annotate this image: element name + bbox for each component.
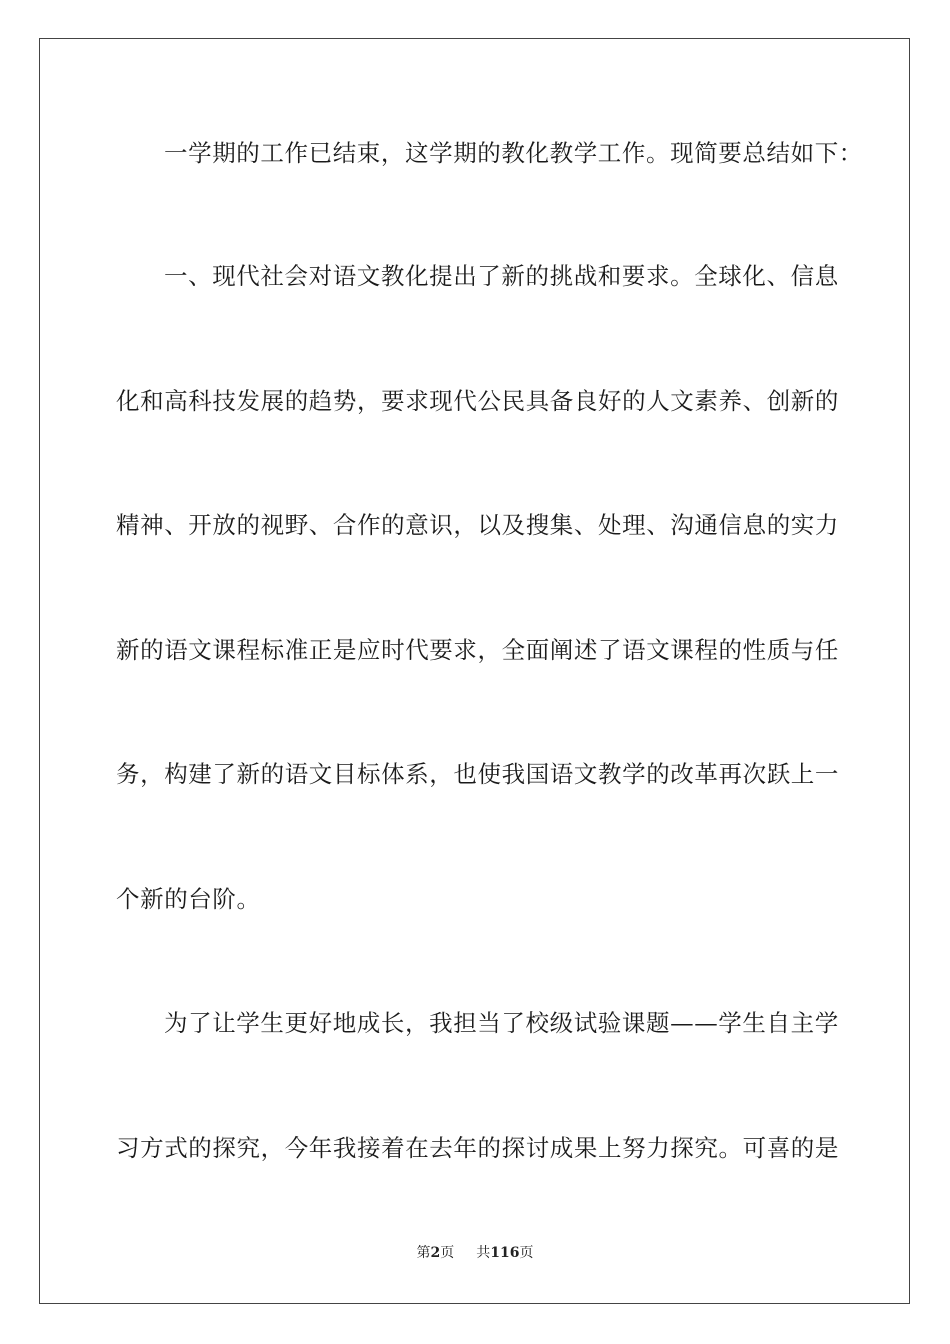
paragraph-line-2: 一、现代社会对语文教化提出了新的挑战和要求。全球化、信息 [164, 262, 839, 290]
page-footer [0, 1243, 950, 1263]
footer-total-pages: 116 [490, 1245, 520, 1261]
paragraph-line-9: 习方式的探究，今年我接着在去年的探讨成果上努力探究。可喜的是 [116, 1134, 839, 1162]
footer-page-suffix: 页 [440, 1245, 455, 1261]
paragraph-line-4: 精神、开放的视野、合作的意识，以及搜集、处理、沟通信息的实力 [116, 511, 839, 539]
footer-total-suffix: 页 [519, 1245, 534, 1261]
footer-page-prefix: 第 [416, 1245, 431, 1261]
paragraph-line-3: 化和高科技发展的趋势，要求现代公民具备良好的人文素养、创新的 [116, 387, 839, 415]
paragraph-line-5: 新的语文课程标准正是应时代要求，全面阐述了语文课程的性质与任 [116, 636, 839, 664]
paragraph-line-6: 务，构建了新的语文目标体系，也使我国语文教学的改革再次跃上一 [116, 760, 839, 788]
paragraph-line-7: 个新的台阶。 [116, 885, 261, 913]
paragraph-line-8: 为了让学生更好地成长，我担当了校级试验课题——学生自主学 [164, 1009, 839, 1037]
paragraph-line-1: 一学期的工作已结束，这学期的教化教学工作。现简要总结如下： [164, 139, 863, 167]
footer-total-prefix: 共 [476, 1245, 491, 1261]
page-frame [39, 38, 910, 1304]
footer-page-number: 2 [430, 1245, 441, 1261]
